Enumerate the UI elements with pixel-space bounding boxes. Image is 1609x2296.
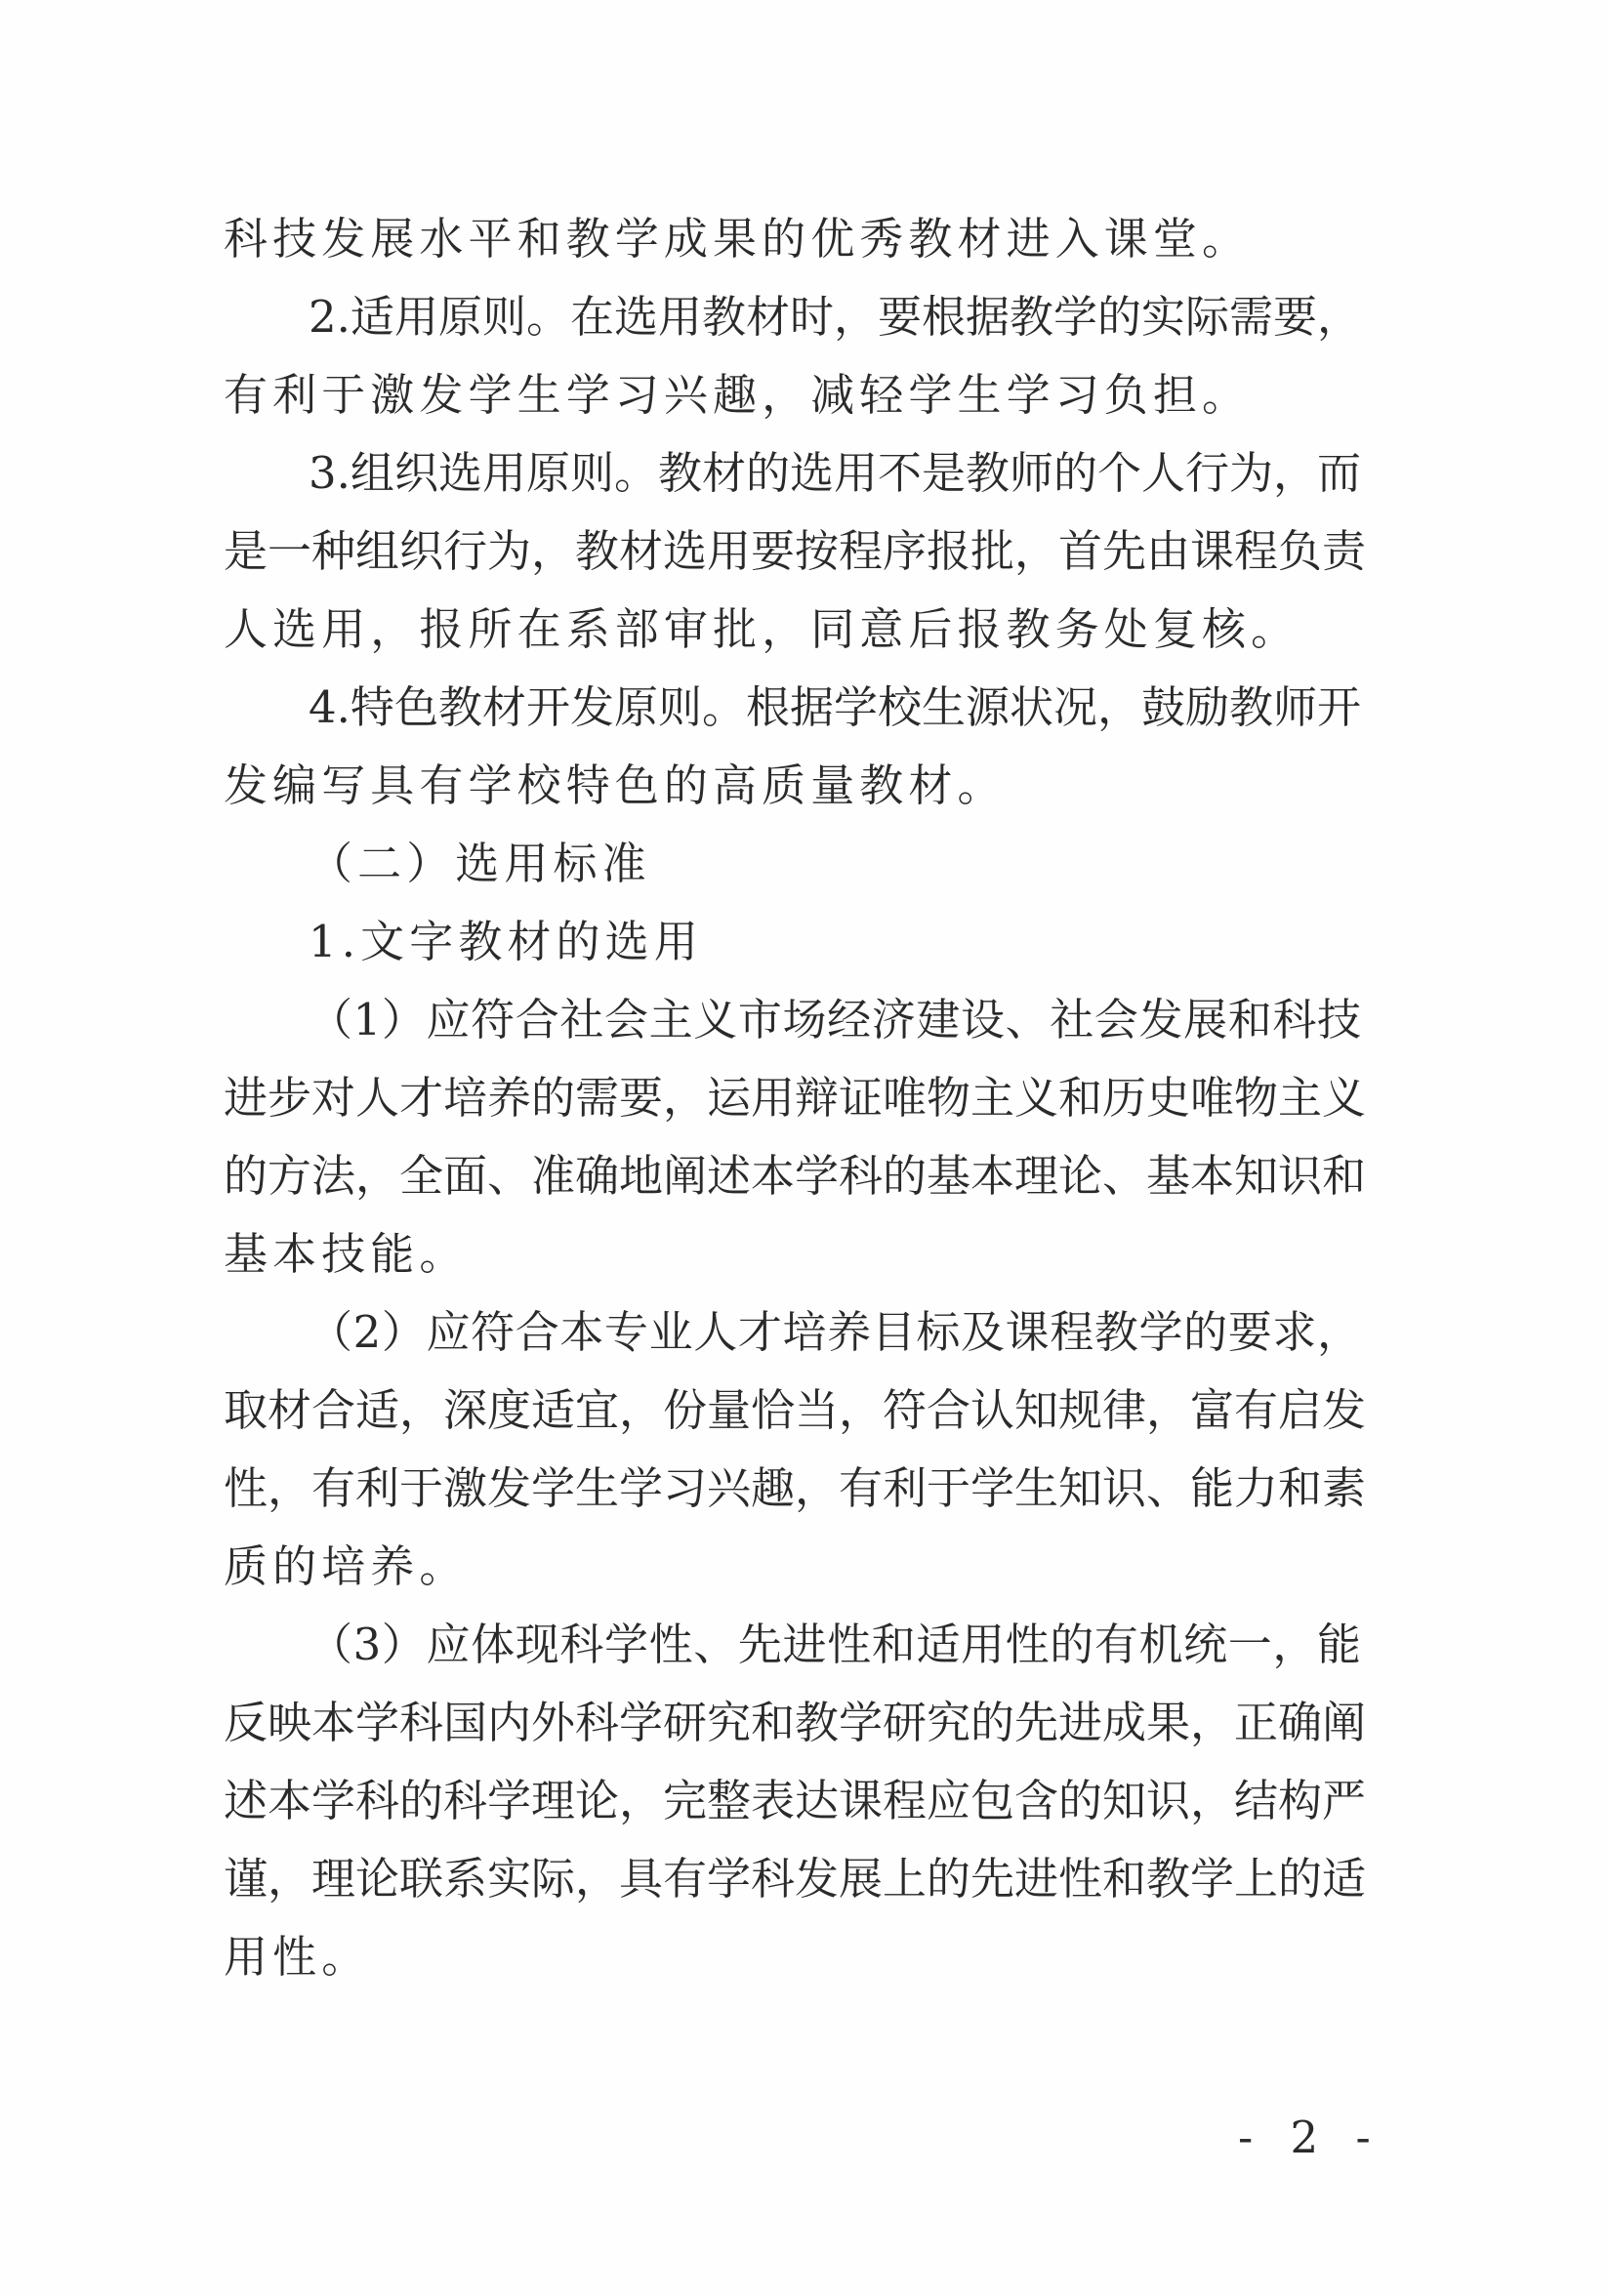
text-line: 4.特色教材开发原则。根据学校生源状况，鼓励教师开 [309, 681, 1361, 733]
text-line: 用性。 [224, 1931, 371, 1983]
text-line: 质的培养。 [224, 1540, 469, 1592]
text-line: 性，有利于激发学生学习兴趣，有利于学生知识、能力和素 [224, 1462, 1367, 1514]
text-line: 取材合适，深度适宜，份量恰当，符合认知规律，富有启发 [224, 1384, 1367, 1436]
text-line: 谨，理论联系实际，具有学科发展上的先进性和教学上的适 [224, 1853, 1367, 1905]
section-heading: （二）选用标准 [309, 838, 651, 889]
text-line: 人选用，报所在系部审批，同意后报教务处复核。 [224, 603, 1300, 655]
text-line: 进步对人才培养的需要，运用辩证唯物主义和历史唯物主义 [224, 1072, 1367, 1124]
text-line: 2.适用原则。在选用教材时，要根据教学的实际需要， [309, 291, 1361, 343]
text-line: 述本学科的科学理论，完整表达课程应包含的知识，结构严 [224, 1775, 1367, 1826]
text-line: 科技发展水平和教学成果的优秀教材进入课堂。 [224, 213, 1252, 265]
text-line: 是一种组织行为，教材选用要按程序报批，首先由课程负责 [224, 525, 1367, 577]
text-line: 基本技能。 [224, 1228, 469, 1280]
text-line: 的方法，全面、准确地阐述本学科的基本理论、基本知识和 [224, 1150, 1367, 1202]
text-line: 有利于激发学生学习兴趣，减轻学生学习负担。 [224, 369, 1252, 421]
text-line: （1）应符合社会主义市场经济建设、社会发展和科技 [309, 994, 1361, 1046]
text-line: 3.组织选用原则。教材的选用不是教师的个人行为，而 [309, 447, 1361, 499]
text-line: （2）应符合本专业人才培养目标及课程教学的要求， [309, 1306, 1361, 1358]
text-line: （3）应体现科学性、先进性和适用性的有机统一，能 [309, 1619, 1361, 1670]
page-number: - 2 - [1238, 2112, 1382, 2163]
subsection-heading: 1.文字教材的选用 [309, 916, 703, 967]
text-line: 发编写具有学校特色的高质量教材。 [224, 759, 1007, 811]
text-line: 反映本学科国内外科学研究和教学研究的先进成果，正确阐 [224, 1697, 1367, 1748]
